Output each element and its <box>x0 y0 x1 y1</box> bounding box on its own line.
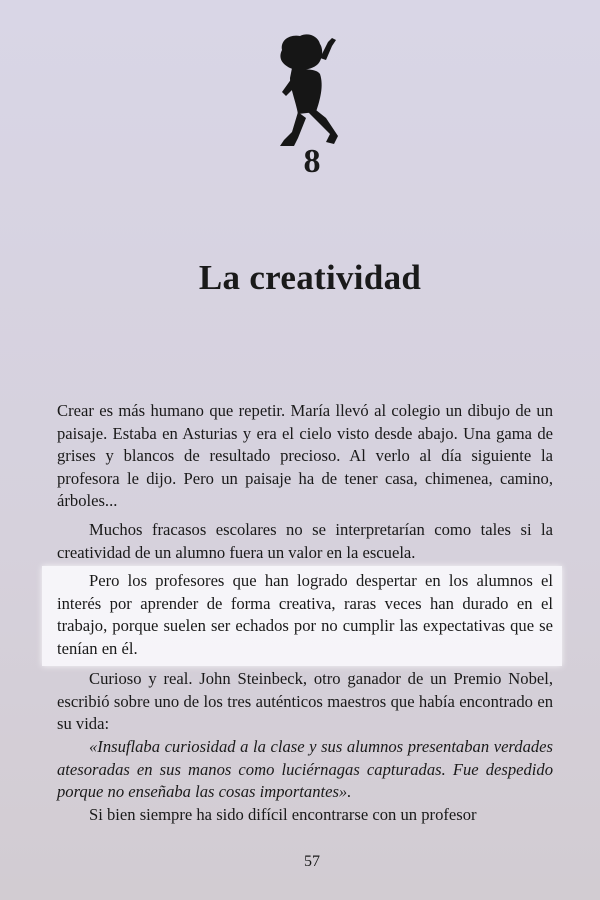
paragraph-3-highlighted: Pero los profesores que han logrado despertar en los alumnos el interés por aprender de forma creativa, raras veces han durado en el trabajo, porque suelen ser echados por no cumplir las expectativas que se tenían en él. <box>57 571 553 658</box>
chapter-number: 8 <box>303 143 321 180</box>
quote-paragraph: «Insuflaba curiosidad a la clase y sus alumnos presentaban verdades atesoradas en sus manos como luciérnagas capturadas. Fue despedido porque no enseñaba las cosas importantes». <box>57 737 553 801</box>
paragraph-4: Curioso y real. John Steinbeck, otro ganador de un Premio Nobel, escribió sobre uno de los tres auténticos maestros que había encontrado en su vida: <box>57 669 553 733</box>
chapter-title: La creatividad <box>198 258 422 297</box>
paragraph-6: Si bien siempre ha sido difícil encontrarse con un profesor <box>89 805 477 824</box>
paragraph-2: Muchos fracasos escolares no se interpretarían como tales si la creatividad de un alumno fuera un valor en la escuela. <box>57 520 553 562</box>
paragraph-1: Crear es más humano que repetir. María llevó al colegio un dibujo de un paisaje. Estaba en Asturias y era el cielo visto desde abajo. Una gama de grises y blancos de resultado precioso. Al verlo al día siguiente la profesora le dijo. Pero un paisaje ha de tener casa, chimenea, camino, árboles... <box>57 401 553 510</box>
running-child-silhouette-icon <box>268 28 348 158</box>
page-number: 57 <box>304 853 320 870</box>
